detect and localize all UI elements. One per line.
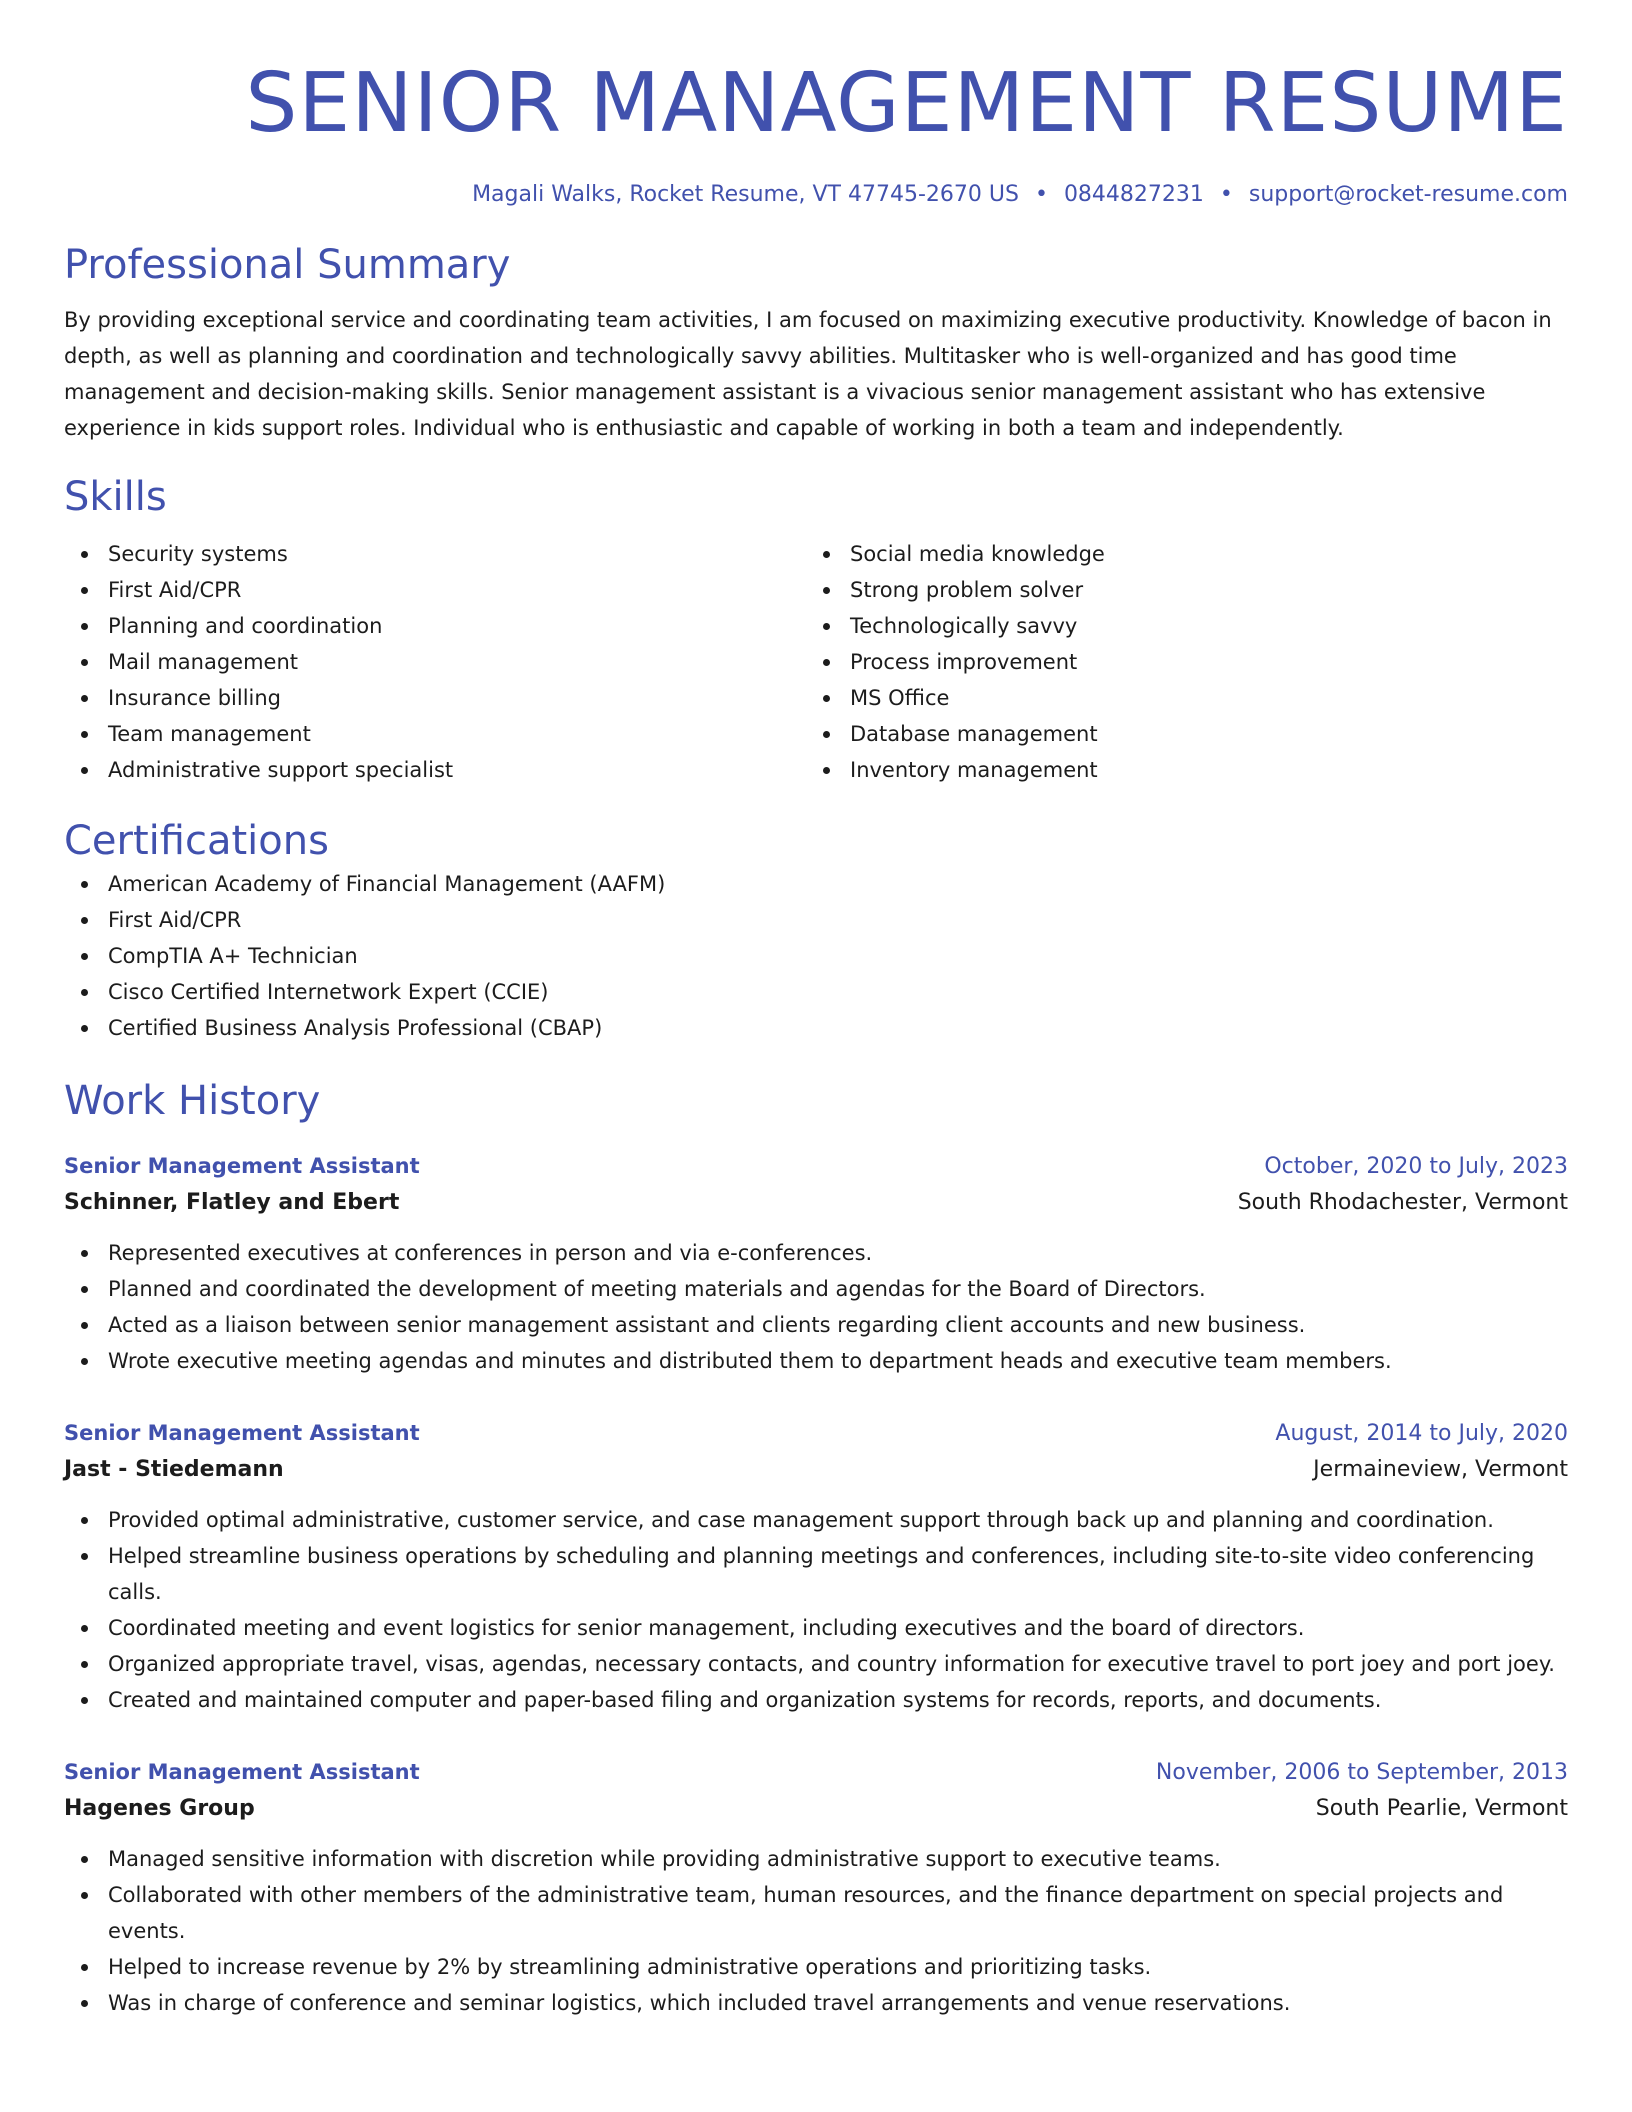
skill-item: Social media knowledge [806, 536, 1548, 572]
job-duty-item: Provided optimal administrative, customer service, and case management support through back up and planning and coordination. [64, 1502, 1568, 1538]
job-duty-item: Managed sensitive information with discretion while providing administrative support to executive teams. [64, 1841, 1568, 1877]
job-duty-item: Planned and coordinated the development of meeting materials and agendas for the Board of Directors. [64, 1271, 1568, 1307]
job-location: South Rhodachester, Vermont [1237, 1190, 1568, 1215]
job-duty-item: Coordinated meeting and event logistics for senior management, including executives and the board of directors. [64, 1610, 1568, 1646]
contact-line [64, 180, 1568, 210]
job-duty-item: Was in charge of conference and seminar logistics, which included travel arrangements and venue reservations. [64, 1985, 1568, 2021]
certification-item: First Aid/CPR [64, 902, 1568, 938]
summary-heading: Professional Summary [64, 242, 511, 288]
job-title: Senior Management Assistant [64, 1154, 420, 1178]
skills-heading: Skills [64, 474, 167, 520]
contact-phone[interactable]: 0844827231 [1063, 182, 1204, 207]
page-title: SENIOR MANAGEMENT RESUME [245, 56, 1568, 151]
contact-separator: • [1034, 182, 1048, 207]
job-duties-list [64, 1502, 1568, 1718]
job-entry [64, 1754, 1568, 2021]
job-entry [64, 1148, 1568, 1379]
job-header-row [64, 1148, 1568, 1185]
work-history-heading: Work History [64, 1078, 321, 1124]
job-duties-list [64, 1841, 1568, 2021]
skill-item: Insurance billing [64, 680, 806, 716]
skill-item: Mail management [64, 644, 806, 680]
job-duty-item: Helped to increase revenue by 2% by streamlining administrative operations and prioritizing tasks. [64, 1949, 1568, 1985]
resume-page [64, 0, 1568, 2021]
certifications-heading: Certifications [64, 818, 329, 864]
contact-separator: • [1219, 182, 1233, 207]
job-dates: November, 2006 to September, 2013 [1155, 1760, 1568, 1785]
job-duty-item: Created and maintained computer and paper-based filing and organization systems for records, reports, and documents. [64, 1682, 1568, 1718]
job-company: Hagenes Group [64, 1796, 255, 1821]
job-company-row [64, 1185, 1568, 1221]
skill-item: Strong problem solver [806, 572, 1548, 608]
job-entry [64, 1415, 1568, 1718]
job-dates: August, 2014 to July, 2020 [1275, 1421, 1568, 1446]
certifications-list [64, 866, 1568, 1046]
job-duty-item: Collaborated with other members of the administrative team, human resources, and the finance department on special projects and events. [64, 1877, 1568, 1949]
job-company-row [64, 1791, 1568, 1827]
job-duty-item: Wrote executive meeting agendas and minutes and distributed them to department heads and executive team members. [64, 1343, 1568, 1379]
skill-item: Process improvement [806, 644, 1548, 680]
certification-item: CompTIA A+ Technician [64, 938, 1568, 974]
skill-item: First Aid/CPR [64, 572, 806, 608]
skill-item: Database management [806, 716, 1548, 752]
certification-item: Cisco Certified Internetwork Expert (CCIE) [64, 974, 1568, 1010]
job-location: South Pearlie, Vermont [1315, 1796, 1568, 1821]
summary-text: By providing exceptional service and coordinating team activities, I am focused on maximizing executive productivity. Knowledge of bacon in depth, as well as planning and coordination and technologically savvy abilities. Multitasker who is well-organized and has good time management and decision-making skills. Senior management assistant is a vivacious senior management assistant who has extensive experience in kids support roles. Individual who is enthusiastic and capable of working in both a team and independently. [64, 308, 1552, 440]
job-company: Jast - Stiedemann [64, 1457, 284, 1482]
job-header-row [64, 1754, 1568, 1791]
skills-list-right [806, 536, 1548, 788]
job-dates: October, 2020 to July, 2023 [1264, 1154, 1568, 1179]
job-duty-item: Helped streamline business operations by scheduling and planning meetings and conferences, including site-to-site video conferencing calls. [64, 1538, 1568, 1610]
skills-list-left [64, 536, 806, 788]
job-header-row [64, 1415, 1568, 1452]
certification-item: American Academy of Financial Management (AAFM) [64, 866, 1568, 902]
job-duty-item: Organized appropriate travel, visas, agendas, necessary contacts, and country information for executive travel to port joey and port joey. [64, 1646, 1568, 1682]
certification-item: Certified Business Analysis Professional (CBAP) [64, 1010, 1568, 1046]
job-location: Jermaineview, Vermont [1313, 1457, 1568, 1482]
skill-item: Security systems [64, 536, 806, 572]
contact-address: Magali Walks, Rocket Resume, VT 47745-2670 US [472, 182, 1019, 207]
skill-item: Team management [64, 716, 806, 752]
skill-item: Technologically savvy [806, 608, 1548, 644]
job-duty-item: Acted as a liaison between senior management assistant and clients regarding client accounts and new business. [64, 1307, 1568, 1343]
skill-item: Planning and coordination [64, 608, 806, 644]
skills-grid [64, 536, 1568, 788]
job-company: Schinner, Flatley and Ebert [64, 1190, 400, 1215]
job-title: Senior Management Assistant [64, 1760, 420, 1784]
job-duty-item: Represented executives at conferences in person and via e-conferences. [64, 1235, 1568, 1271]
skill-item: Inventory management [806, 752, 1548, 788]
job-company-row [64, 1452, 1568, 1488]
skill-item: Administrative support specialist [64, 752, 806, 788]
skill-item: MS Office [806, 680, 1548, 716]
contact-email[interactable]: support@rocket-resume.com [1248, 182, 1568, 207]
job-duties-list [64, 1235, 1568, 1379]
job-title: Senior Management Assistant [64, 1421, 420, 1445]
